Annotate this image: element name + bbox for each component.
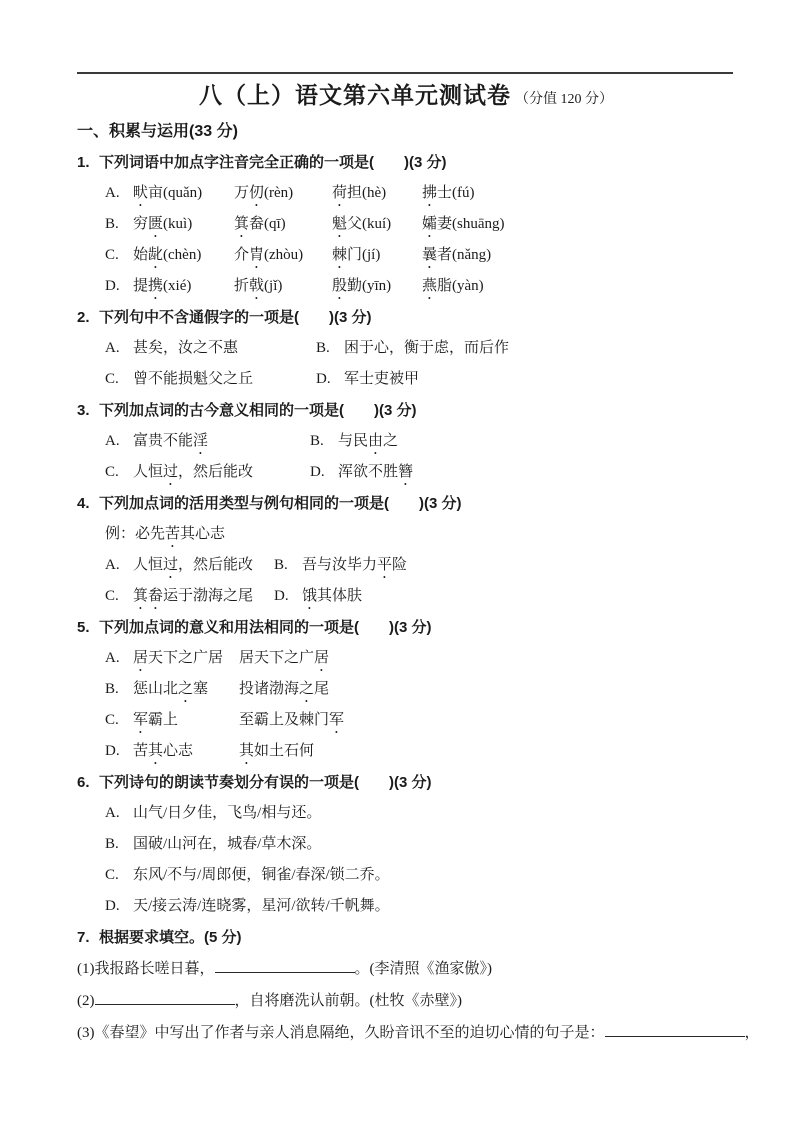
option-word [422, 185, 475, 201]
option-word [332, 209, 422, 241]
fill-post-text: ， [744, 1025, 760, 1041]
option-text [302, 557, 407, 573]
option-label: B. [274, 557, 288, 573]
option-text [133, 557, 253, 573]
question-stem-text: 根据要求填空。(5 分) [99, 929, 242, 946]
option-label: D. [316, 371, 331, 387]
text-segment: 门(jí) [347, 247, 381, 263]
fill-pre-text: (3)《春望》中写出了作者与亲人消息隔绝，久盼音讯不至的迫切心情的句子是： [77, 1025, 605, 1041]
text-segment: 居 [314, 650, 330, 666]
question-4-example [77, 519, 735, 550]
text-segment: (zhòu) [264, 247, 304, 263]
question-number: 1. [77, 154, 90, 171]
option-cell [105, 333, 316, 364]
text-segment: 殷 [332, 278, 348, 294]
question-stem-text: 下列加点词的古今意义相同的一项是( )(3 分) [99, 402, 417, 419]
option-text: 甚矣，汝之不惠 [133, 340, 239, 356]
text-segment: 投诸渤海 [239, 681, 300, 697]
text-segment: (xié) [163, 278, 192, 294]
option-word [422, 247, 491, 263]
option-label: A. [105, 185, 120, 201]
option-word [234, 209, 332, 241]
question-5 [77, 612, 735, 767]
fill-line [77, 1017, 760, 1049]
question-4-options [77, 550, 735, 612]
option-label: C. [105, 712, 119, 728]
question-7-stem [77, 922, 735, 953]
option-text: 国破/山河在，城春/草木深。 [133, 836, 322, 852]
text-segment: 心志 [163, 743, 194, 759]
text-segment: 孀 [422, 216, 438, 232]
question-2 [77, 302, 735, 395]
question-3-options [77, 426, 735, 488]
text-segment: 携 [148, 278, 164, 294]
text-segment: 畎 [133, 185, 149, 201]
answer-blank [95, 989, 235, 1005]
option-label: D. [274, 588, 289, 604]
option-word [133, 271, 234, 303]
question-stem-text: 下列加点词的意义和用法相同的一项是( )(3 分) [99, 619, 432, 636]
question-number: 2. [77, 309, 90, 326]
option-phrase-right [239, 650, 329, 666]
option-cell [316, 364, 419, 395]
question-stem-text: 下列加点词的活用类型与例句相同的一项是( )(3 分) [99, 495, 462, 512]
text-segment: 龀 [148, 247, 164, 263]
option-row [105, 178, 735, 209]
option-text [338, 464, 413, 480]
text-segment: 燕 [422, 278, 438, 294]
text-segment: 苦 [165, 526, 181, 542]
text-segment: 平 [377, 557, 393, 573]
question-7 [77, 922, 760, 1049]
question-stem-text: 下列词语中加点字注音完全正确的一项是( )(3 分) [99, 154, 447, 171]
option-row [105, 457, 735, 488]
option-cell [105, 550, 274, 582]
title-score-note: （分值 120 分） [515, 92, 613, 107]
option-row [105, 581, 735, 612]
option-label: A. [105, 340, 120, 356]
question-4 [77, 488, 735, 612]
text-segment: 士(fú) [437, 185, 475, 201]
question-number: 4. [77, 495, 90, 512]
text-segment: 浑欲不胜 [338, 464, 399, 480]
page-title: 八（上）语文第六单元测试卷 [199, 82, 511, 108]
option-word [332, 178, 422, 210]
text-segment: 穷 [133, 216, 149, 232]
question-2-stem [77, 302, 735, 333]
text-segment: 父(kuí) [347, 216, 392, 232]
option-row [105, 550, 735, 581]
text-segment: 者(nǎng) [437, 247, 492, 263]
text-segment: 由 [368, 433, 384, 449]
option-cell [274, 581, 362, 613]
text-segment: 塞 [193, 681, 209, 697]
option-cell [105, 364, 316, 395]
text-segment: 霸上 [148, 712, 179, 728]
fill-post-text: ，自将磨洗认前朝。(杜牧《赤壁》) [234, 993, 462, 1009]
text-segment: 淫 [193, 433, 209, 449]
question-1 [77, 147, 735, 302]
text-segment: 箕 [234, 216, 250, 232]
text-segment: 其 [148, 743, 164, 759]
text-segment: 妻(shuāng) [437, 216, 505, 232]
option-word [422, 216, 505, 232]
option-text [338, 433, 398, 449]
text-segment: 惩山北 [133, 681, 179, 697]
text-segment: 苦 [133, 743, 149, 759]
option-text [133, 588, 253, 604]
question-number: 3. [77, 402, 90, 419]
option-label: C. [105, 464, 119, 480]
text-segment: 戟 [249, 278, 265, 294]
text-segment: 万 [234, 185, 250, 201]
option-text: 军士吏被甲 [344, 371, 420, 387]
question-stem-text: 下列句中不含通假字的一项是( )(3 分) [99, 309, 372, 326]
question-6 [77, 767, 735, 922]
option-row [105, 891, 735, 922]
text-segment: (jǐ) [264, 278, 283, 294]
question-3-stem [77, 395, 735, 426]
question-5-options [77, 643, 735, 767]
text-segment: ，然后能改 [178, 464, 254, 480]
option-text [133, 433, 208, 449]
text-segment: 饿 [302, 588, 318, 604]
text-segment: 至霸上及棘门 [239, 712, 330, 728]
option-phrase-right [239, 743, 314, 759]
option-label: D. [105, 743, 120, 759]
option-label: A. [105, 433, 120, 449]
question-6-options [77, 798, 735, 922]
answer-blank [215, 957, 355, 973]
option-word [422, 278, 484, 294]
text-segment: 箕畚 [133, 588, 164, 604]
option-phrase-right [239, 712, 344, 728]
option-label: D. [105, 898, 120, 914]
text-segment: 人恒 [133, 464, 164, 480]
text-segment: 如土石何 [254, 743, 315, 759]
option-text [302, 588, 362, 604]
option-row [105, 736, 735, 767]
option-label: B. [105, 681, 119, 697]
option-phrase-left [133, 736, 239, 768]
fill-pre-text: (2) [77, 993, 95, 1009]
section-heading: 一、积累与运用(33 分) [77, 123, 238, 140]
question-number: 7. [77, 929, 90, 946]
text-segment: 尾 [314, 681, 330, 697]
text-segment: 之 [383, 433, 399, 449]
answer-blank [605, 1021, 745, 1037]
fill-line [77, 953, 735, 985]
option-cell [105, 426, 310, 458]
text-segment: 过 [163, 464, 179, 480]
text-segment: (rèn) [264, 185, 294, 201]
question-1-options [77, 178, 735, 302]
text-segment: (chèn) [163, 247, 202, 263]
question-1-stem [77, 147, 735, 178]
question-6-stem [77, 767, 735, 798]
text-segment: 居天下之广 [239, 650, 315, 666]
text-segment: 富贵不能 [133, 433, 194, 449]
option-phrase-left [133, 643, 239, 675]
option-label: B. [105, 216, 119, 232]
text-segment: ，然后能改 [178, 557, 254, 573]
option-label: D. [310, 464, 325, 480]
text-segment: 曩 [422, 247, 438, 263]
option-cell [105, 457, 310, 489]
text-segment: 棘 [332, 247, 348, 263]
option-text [133, 464, 253, 480]
text-segment: 折 [234, 278, 250, 294]
option-label: C. [105, 247, 119, 263]
title-line [77, 74, 735, 116]
option-phrase-right [239, 681, 329, 697]
text-segment: 魁 [332, 216, 348, 232]
question-number: 5. [77, 619, 90, 636]
option-label: C. [105, 588, 119, 604]
text-segment: (kuì) [163, 216, 193, 232]
option-word [332, 271, 422, 303]
option-cell [310, 426, 398, 458]
question-7-fill-lines [77, 953, 760, 1049]
option-cell [274, 550, 407, 582]
option-label: C. [105, 867, 119, 883]
text-segment: 与民 [338, 433, 369, 449]
text-segment: 其 [239, 743, 255, 759]
option-text: 东风/不与/周郎便，铜雀/春深/锁二乔。 [133, 867, 390, 883]
fill-pre-text: (1)我报路长嗟日暮， [77, 961, 215, 977]
fill-line [77, 985, 735, 1017]
option-row [105, 364, 735, 395]
question-3 [77, 395, 735, 488]
option-cell [316, 333, 509, 364]
option-text: 山气/日夕佳，飞鸟/相与还。 [133, 805, 322, 821]
option-cell [105, 581, 274, 613]
text-segment: 匮 [148, 216, 164, 232]
text-segment: 运于渤海之尾 [163, 588, 254, 604]
text-segment: 险 [392, 557, 408, 573]
option-row [105, 860, 735, 891]
text-segment: 吾与汝毕力 [302, 557, 378, 573]
text-segment: 胄 [249, 247, 265, 263]
text-segment: 之 [299, 681, 315, 697]
text-segment: 居 [133, 650, 149, 666]
option-text: 曾不能损魁父之丘 [133, 371, 254, 387]
text-segment: 军 [329, 712, 345, 728]
option-row [105, 798, 735, 829]
option-cell [310, 457, 413, 489]
option-label: A. [105, 650, 120, 666]
option-word [133, 209, 234, 241]
text-segment: 例：必先 [105, 526, 166, 542]
question-5-stem [77, 612, 735, 643]
text-segment: 介 [234, 247, 250, 263]
option-label: B. [310, 433, 324, 449]
option-label: B. [316, 340, 330, 356]
option-row [105, 705, 735, 736]
option-text: 困于心，衡于虑，而后作 [344, 340, 510, 356]
text-segment: 脂(yàn) [437, 278, 484, 294]
option-label: A. [105, 557, 120, 573]
text-segment: 之 [178, 681, 194, 697]
text-segment: 担(hè) [347, 185, 387, 201]
option-row [105, 271, 735, 302]
text-segment: 过 [163, 557, 179, 573]
text-segment: 人恒 [133, 557, 164, 573]
option-label: B. [105, 836, 119, 852]
option-row [105, 333, 735, 364]
text-segment: 畚(qī) [249, 216, 286, 232]
text-segment: 拂 [422, 185, 438, 201]
text-segment: 簪 [398, 464, 414, 480]
text-segment: 其心志 [180, 526, 226, 542]
text-segment: 天下之广居 [148, 650, 224, 666]
option-word [234, 271, 332, 303]
text-segment: 军 [133, 712, 149, 728]
option-row [105, 643, 735, 674]
option-label: A. [105, 805, 120, 821]
option-word [133, 178, 234, 210]
text-segment: 亩(quǎn) [148, 185, 203, 201]
question-number: 6. [77, 774, 90, 791]
option-row [105, 674, 735, 705]
option-phrase-left [133, 705, 239, 737]
question-stem-text: 下列诗句的朗读节奏划分有误的一项是( )(3 分) [99, 774, 432, 791]
text-segment: 荷 [332, 185, 348, 201]
option-word [234, 178, 332, 210]
option-word [234, 240, 332, 272]
option-word [332, 240, 422, 272]
option-label: D. [105, 278, 120, 294]
text-segment: 提 [133, 278, 149, 294]
option-word [133, 240, 234, 272]
option-row [105, 209, 735, 240]
option-row [105, 829, 735, 860]
text-segment: 其体肤 [317, 588, 363, 604]
text-segment: 勤(yīn) [347, 278, 392, 294]
text-segment: 始 [133, 247, 149, 263]
text-segment: 仞 [249, 185, 265, 201]
option-phrase-left [133, 674, 239, 706]
option-label: C. [105, 371, 119, 387]
option-text: 天/接云涛/连晓雾，星河/欲转/千帆舞。 [133, 898, 390, 914]
option-row [105, 240, 735, 271]
option-row [105, 426, 735, 457]
fill-post-text: 。(李清照《渔家傲》) [354, 961, 492, 977]
question-4-stem [77, 488, 735, 519]
question-2-options [77, 333, 735, 395]
